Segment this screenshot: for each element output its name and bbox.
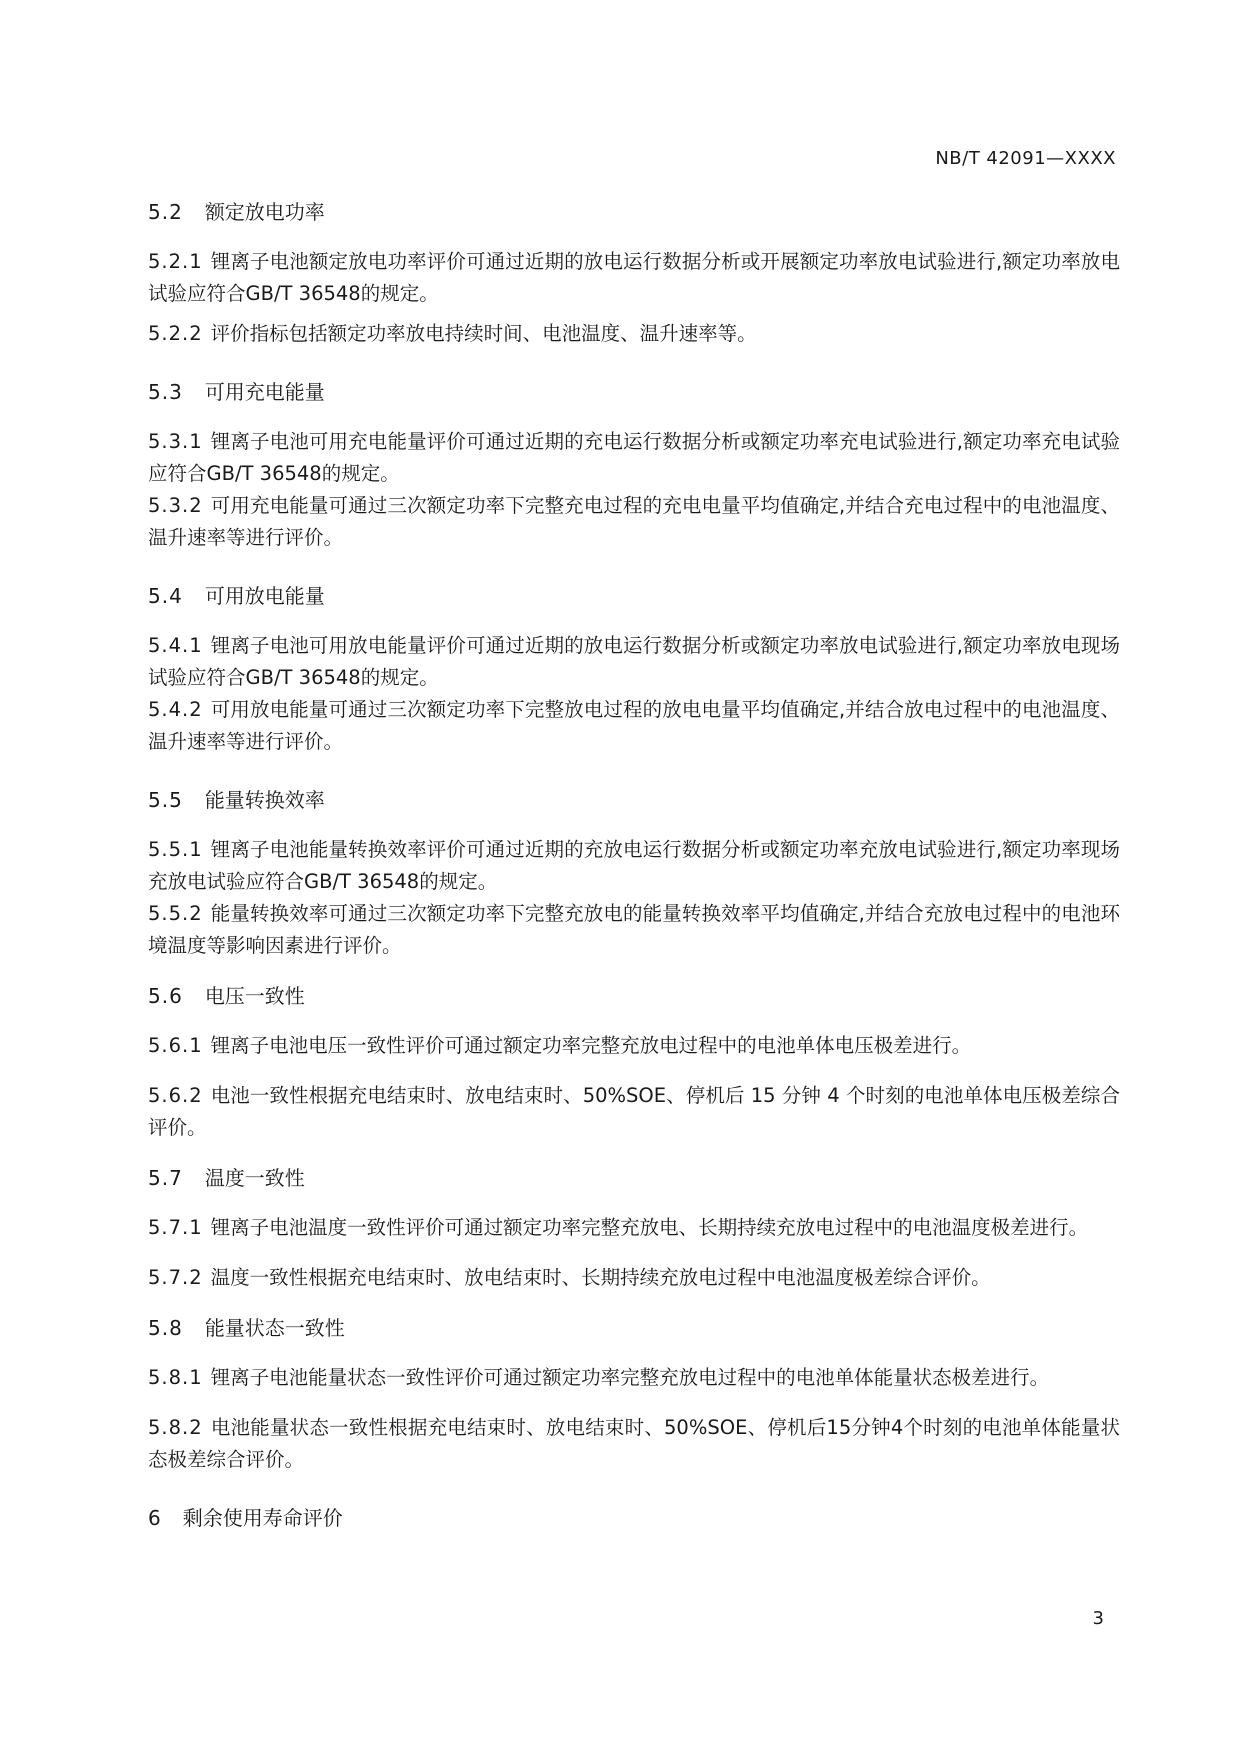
clause-number: 5.2.1: [148, 250, 203, 273]
clause-text: 锂离子电池温度一致性评价可通过额定功率完整充放电、长期持续充放电过程中的电池温度极差进行。: [210, 1216, 1089, 1239]
clause-text: 锂离子电池可用放电能量评价可通过近期的放电运行数据分析或额定功率放电试验进行,额定功率放电现场试验应符合GB/T 36548的规定。: [148, 634, 1120, 689]
section-title: 温度一致性: [204, 1166, 305, 1190]
section-heading: [148, 1162, 1120, 1194]
section-title: 可用充电能量: [204, 380, 325, 404]
clause-paragraph: [148, 490, 1120, 554]
section-heading: [148, 196, 1120, 228]
clause-text: 可用充电能量可通过三次额定功率下完整充电过程的充电电量平均值确定,并结合充电过程中的电池温度、温升速率等进行评价。: [148, 494, 1120, 549]
clause-number: 5.8.1: [148, 1366, 203, 1389]
section-heading: [148, 980, 1120, 1012]
section-number: 5.2: [148, 200, 183, 224]
clause-paragraph: [148, 1080, 1120, 1144]
clause-number: 5.7.1: [148, 1216, 203, 1239]
clause-number: 5.3.2: [148, 494, 203, 517]
clause-paragraph: [148, 246, 1120, 310]
clause-paragraph: [148, 318, 1120, 350]
chapter-number: 6: [148, 1506, 161, 1530]
section-number: 5.4: [148, 584, 183, 608]
section-title: 可用放电能量: [204, 584, 325, 608]
clause-number: 5.5.1: [148, 838, 203, 861]
clause-text: 锂离子电池可用充电能量评价可通过近期的充电运行数据分析或额定功率充电试验进行,额定功率充电试验应符合GB/T 36548的规定。: [148, 430, 1120, 485]
clause-paragraph: [148, 1262, 1120, 1294]
document-body: [148, 196, 1120, 1534]
section-title: 能量转换效率: [204, 788, 325, 812]
clause-number: 5.7.2: [148, 1266, 203, 1289]
clause-paragraph: [148, 630, 1120, 694]
chapter-title: 剩余使用寿命评价: [182, 1506, 343, 1530]
clause-text: 锂离子电池电压一致性评价可通过额定功率完整充放电过程中的电池单体电压极差进行。: [210, 1034, 972, 1057]
section-heading: [148, 376, 1120, 408]
chapter-heading: [148, 1502, 1120, 1534]
clause-number: 5.5.2: [148, 902, 203, 925]
clause-number: 5.4.2: [148, 698, 203, 721]
document-code: NB/T 42091—XXXX: [935, 148, 1116, 169]
section-heading: [148, 784, 1120, 816]
clause-text: 锂离子电池能量转换效率评价可通过近期的充放电运行数据分析或额定功率充放电试验进行,额定功率现场充放电试验应符合GB/T 36548的规定。: [148, 838, 1120, 893]
clause-number: 5.8.2: [148, 1416, 203, 1439]
clause-number: 5.6.2: [148, 1084, 203, 1107]
section-heading: [148, 580, 1120, 612]
clause-number: 5.4.1: [148, 634, 203, 657]
clause-text: 锂离子电池能量状态一致性评价可通过额定功率完整充放电过程中的电池单体能量状态极差进行。: [210, 1366, 1050, 1389]
section-heading: [148, 1312, 1120, 1344]
clause-text: 锂离子电池额定放电功率评价可通过近期的放电运行数据分析或开展额定功率放电试验进行,额定功率放电试验应符合GB/T 36548的规定。: [148, 250, 1120, 305]
section-number: 5.5: [148, 788, 183, 812]
clause-text: 能量转换效率可通过三次额定功率下完整充放电的能量转换效率平均值确定,并结合充放电过程中的电池环境温度等影响因素进行评价。: [148, 902, 1120, 957]
clause-text: 可用放电能量可通过三次额定功率下完整放电过程的放电电量平均值确定,并结合放电过程中的电池温度、温升速率等进行评价。: [148, 698, 1120, 753]
section-number: 5.7: [148, 1166, 183, 1190]
clause-paragraph: [148, 1412, 1120, 1476]
clause-text: 电池能量状态一致性根据充电结束时、放电结束时、50%SOE、停机后15分钟4个时刻的电池单体能量状态极差综合评价。: [148, 1416, 1120, 1471]
section-title: 能量状态一致性: [204, 1316, 345, 1340]
section-number: 5.8: [148, 1316, 183, 1340]
clause-paragraph: [148, 426, 1120, 490]
clause-paragraph: [148, 1362, 1120, 1394]
clause-paragraph: [148, 694, 1120, 758]
clause-paragraph: [148, 898, 1120, 962]
clause-paragraph: [148, 1030, 1120, 1062]
page-number: 3: [1092, 1608, 1104, 1629]
clause-paragraph: [148, 1212, 1120, 1244]
clause-text: 温度一致性根据充电结束时、放电结束时、长期持续充放电过程中电池温度极差综合评价。: [210, 1266, 991, 1289]
section-title: 额定放电功率: [204, 200, 325, 224]
section-title: 电压一致性: [204, 984, 305, 1008]
clause-text: 电池一致性根据充电结束时、放电结束时、50%SOE、停机后 15 分钟 4 个时刻的电池单体电压极差综合评价。: [148, 1084, 1120, 1139]
section-number: 5.6: [148, 984, 183, 1008]
clause-paragraph: [148, 834, 1120, 898]
section-number: 5.3: [148, 380, 183, 404]
clause-number: 5.2.2: [148, 322, 203, 345]
clause-number: 5.3.1: [148, 430, 203, 453]
clause-text: 评价指标包括额定功率放电持续时间、电池温度、温升速率等。: [210, 322, 757, 345]
clause-number: 5.6.1: [148, 1034, 203, 1057]
